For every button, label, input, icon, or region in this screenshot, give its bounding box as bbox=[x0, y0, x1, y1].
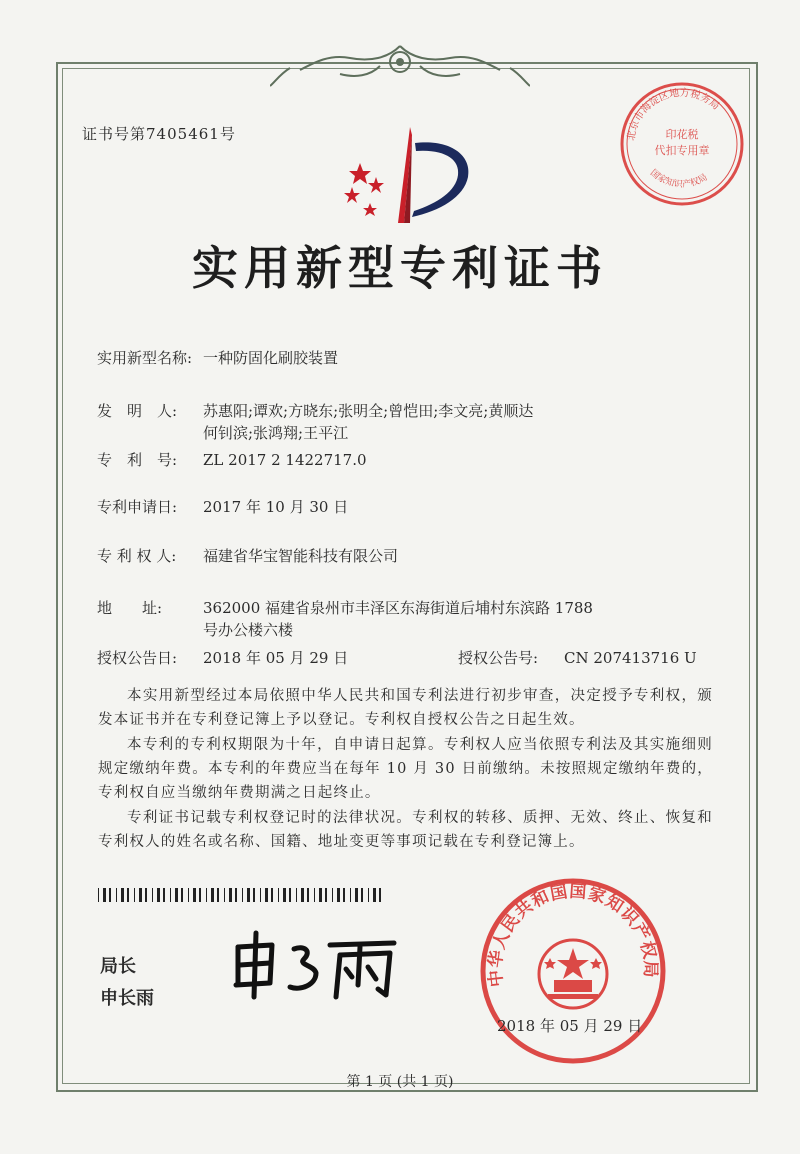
barcode-bar bbox=[116, 888, 117, 902]
barcode-bar bbox=[314, 888, 315, 902]
page-footer: 第 1 页 (共 1 页) bbox=[346, 1074, 454, 1090]
director-title: 局长 bbox=[100, 956, 136, 977]
field-value: 苏惠阳;谭欢;方晓东;张明全;曾恺田;李文亮;黄顺达 bbox=[203, 402, 534, 420]
barcode-bar bbox=[307, 888, 309, 902]
barcode-bar bbox=[163, 888, 165, 902]
field-label: 专利申请日: bbox=[97, 498, 178, 516]
cert-number-value: 7405461 bbox=[146, 125, 220, 143]
barcode-bar bbox=[253, 888, 255, 902]
field-value: 福建省华宝智能科技有限公司 bbox=[203, 547, 399, 565]
cert-number-label: 证书号第 bbox=[82, 125, 147, 143]
barcode-bar bbox=[260, 888, 261, 902]
cert-number-suffix: 号 bbox=[219, 125, 236, 143]
barcode-bar bbox=[217, 888, 219, 902]
field-label: 实用新型名称: bbox=[97, 349, 193, 367]
barcode-bar bbox=[134, 888, 135, 902]
field-value: 2018 年 05 月 29 日 bbox=[203, 649, 349, 667]
grant-number-label: 授权公告号: bbox=[458, 649, 539, 667]
field-value: ZL 2017 2 1422717.0 bbox=[203, 451, 367, 469]
barcode-bar bbox=[350, 888, 351, 902]
barcode-bar bbox=[296, 888, 297, 902]
field-label: 专 利 权 人: bbox=[97, 547, 177, 565]
field-value: 何钊滨;张鸿翔;王平江 bbox=[203, 424, 349, 442]
svg-text:国家知识产权局 bbox=[648, 167, 709, 190]
barcode bbox=[98, 888, 388, 902]
barcode-bar bbox=[199, 888, 201, 902]
barcode-bar bbox=[361, 888, 363, 902]
barcode-bar bbox=[319, 888, 322, 902]
cnipa-official-seal bbox=[478, 876, 668, 1066]
barcode-bar bbox=[242, 888, 243, 902]
director-signature bbox=[220, 925, 420, 1005]
barcode-bar bbox=[211, 888, 214, 902]
field-label: 发 明 人: bbox=[97, 402, 178, 420]
tax-seal-inner2: 代扣专用章 bbox=[654, 144, 710, 157]
barcode-bar bbox=[103, 888, 106, 902]
barcode-bar bbox=[121, 888, 124, 902]
barcode-bar bbox=[332, 888, 333, 902]
barcode-bar bbox=[289, 888, 291, 902]
barcode-bar bbox=[188, 888, 189, 902]
barcode-bar bbox=[206, 888, 207, 902]
field-label: 授权公告日: bbox=[97, 649, 178, 667]
body-paragraph-1: 本实用新型经过本局依照中华人民共和国专利法进行初步审查，决定授予专利权，颁发本证书并在专利登记簿上予以登记。专利权自授权公告之日起生效。 bbox=[98, 688, 713, 728]
field-value: 一种防固化刷胶装置 bbox=[203, 349, 339, 367]
tax-seal-inner1: 印花税 bbox=[665, 128, 699, 141]
barcode-bar bbox=[283, 888, 286, 902]
national-emblem-icon bbox=[539, 940, 607, 1008]
barcode-bar bbox=[265, 888, 268, 902]
barcode-bar bbox=[175, 888, 178, 902]
field-value: 362000 福建省泉州市丰泽区东海街道后埔村东滨路 1788 bbox=[203, 599, 593, 617]
certificate-number bbox=[82, 123, 236, 144]
barcode-bar bbox=[325, 888, 327, 902]
seal-text: 中华人民共和国国家知识产权局 bbox=[485, 881, 661, 988]
barcode-bar bbox=[278, 888, 279, 902]
seal-date: 2018 年 05 月 29 日 bbox=[497, 1017, 643, 1035]
barcode-bar bbox=[109, 888, 111, 902]
barcode-bar bbox=[337, 888, 340, 902]
top-ornament bbox=[270, 38, 530, 88]
barcode-bar bbox=[379, 888, 381, 902]
cnipa-logo-icon bbox=[340, 125, 480, 225]
barcode-bar bbox=[145, 888, 147, 902]
barcode-bar bbox=[170, 888, 171, 902]
barcode-bar bbox=[229, 888, 232, 902]
field-value: 号办公楼六楼 bbox=[203, 621, 294, 639]
barcode-bar bbox=[355, 888, 358, 902]
barcode-bar bbox=[157, 888, 160, 902]
barcode-bar bbox=[235, 888, 237, 902]
barcode-bar bbox=[247, 888, 250, 902]
barcode-bar bbox=[343, 888, 345, 902]
barcode-bar bbox=[127, 888, 129, 902]
barcode-bar bbox=[193, 888, 196, 902]
field-label: 地 址: bbox=[97, 599, 163, 617]
barcode-bar bbox=[98, 888, 99, 902]
tax-seal-text: 北京市海淀区地方税务局 bbox=[625, 87, 722, 142]
director-name: 申长雨 bbox=[100, 988, 154, 1009]
certificate-title: 实用新型专利证书 bbox=[192, 241, 608, 295]
body-paragraph-3: 专利证书记载专利权登记时的法律状况。专利权的转移、质押、无效、终止、恢复和专利权人的姓名或名称、国籍、地址变更等事项记载在专利登记簿上。 bbox=[98, 810, 713, 850]
barcode-bar bbox=[181, 888, 183, 902]
barcode-bar bbox=[224, 888, 225, 902]
tax-seal-stamp bbox=[618, 80, 746, 208]
barcode-bar bbox=[139, 888, 142, 902]
barcode-bar bbox=[368, 888, 369, 902]
barcode-bar bbox=[373, 888, 376, 902]
field-label: 专 利 号: bbox=[97, 451, 178, 469]
field-value: 2017 年 10 月 30 日 bbox=[203, 498, 349, 516]
barcode-bar bbox=[271, 888, 273, 902]
grant-number-value: CN 207413716 U bbox=[564, 649, 697, 667]
barcode-bar bbox=[152, 888, 153, 902]
body-paragraph-2: 本专利的专利权期限为十年，自申请日起算。专利权人应当依照专利法及其实施细则规定缴纳年费。本专利的年费应当在每年 10 月 30 日前缴纳。未按照规定缴纳年费的，专利权自应当缴纳年费期满之日起终止。 bbox=[98, 737, 713, 801]
tax-seal-bottom: 国家知识产权局 bbox=[647, 168, 710, 191]
barcode-bar bbox=[301, 888, 304, 902]
